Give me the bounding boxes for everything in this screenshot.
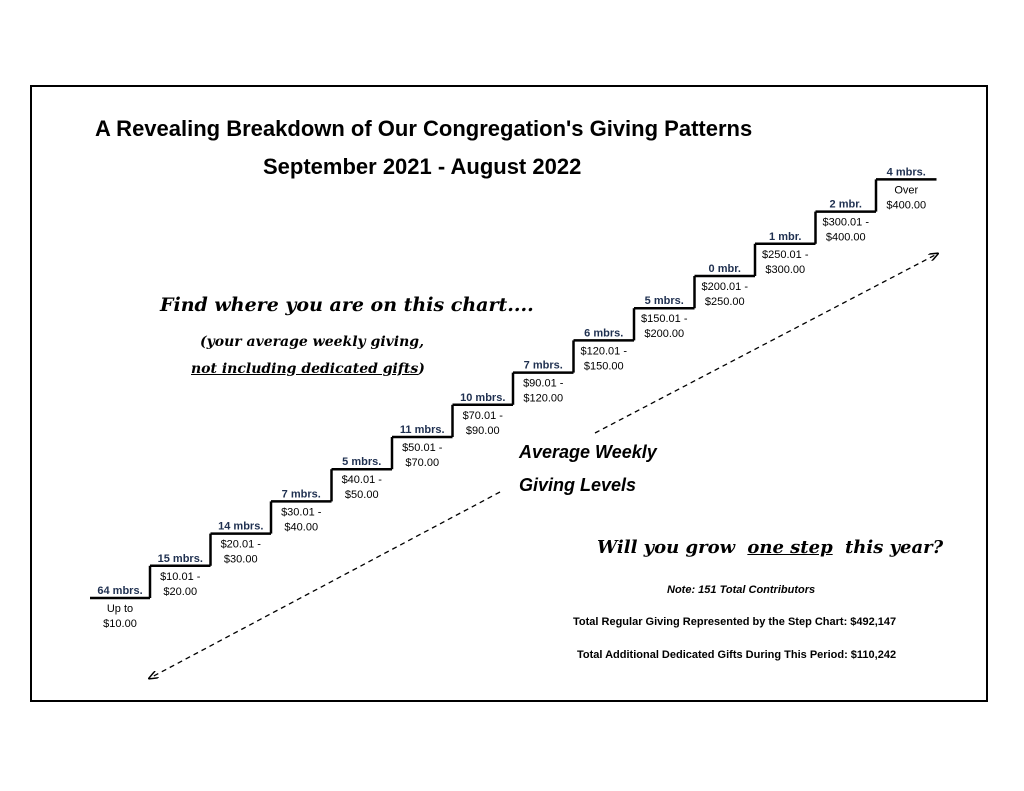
chart-title: A Revealing Breakdown of Our Congregation's Giving Patterns [95,116,753,141]
step-range-line1-13: $300.01 - [822,216,869,229]
steps-group [90,166,937,630]
step-range-line1-6: $50.01 - [402,442,443,454]
contributors-note: Note: 151 Total Contributors [667,584,816,596]
step-member-count-13: 2 mbr. [829,198,862,211]
step-range-line2-6: $70.00 [405,457,440,469]
step-range-line1-9: $120.01 - [580,345,627,358]
trend-arrow-upper [595,254,937,433]
step-member-count-8: 7 mbrs. [523,359,563,372]
step-range-line2-10: $200.00 [644,328,685,341]
step-range-line2-7: $90.00 [465,424,500,437]
paren-line-2: not including dedicated gifts [191,361,419,377]
step-range-line2-4: $40.00 [284,521,319,534]
step-range-line2-12: $300.00 [765,263,806,276]
step-member-count-2: 15 mbrs. [157,552,203,565]
step-range-line1-8: $90.01 - [523,377,564,390]
step-range-line2-9: $150.00 [583,360,624,373]
step-range-line2-3: $30.00 [223,553,258,566]
step-range-line1-10: $150.01 - [641,313,688,326]
step-range-line1-14: Over [894,184,919,197]
step-member-count-10: 5 mbrs. [644,295,684,308]
grow-text-post: this year? [844,537,944,558]
axis-label-line-1: Average Weekly [519,442,657,462]
grow-text-pre: Will you grow [597,537,736,558]
step-range-line1-5: $40.01 - [341,474,382,487]
step-range-line2-13: $400.00 [825,231,866,244]
step-member-count-5: 5 mbrs. [342,456,382,469]
step-range-line1-4: $30.01 - [281,506,322,519]
step-member-count-11: 0 mbr. [708,263,741,275]
step-range-line1-2: $10.01 - [160,570,201,583]
step-member-count-9: 6 mbrs. [584,327,624,340]
step-range-line2-2: $20.00 [163,585,198,598]
step-member-count-7: 10 mbrs. [460,391,506,404]
axis-label-line-2: Giving Levels [519,475,637,495]
step-range-line2-5: $50.00 [344,489,379,502]
step-member-count-12: 1 mbr. [769,230,802,243]
paren-line-1: (your average weekly giving, [200,334,424,350]
grow-text-emphasis: one step [747,537,833,558]
step-member-count-6: 11 mbrs. [399,424,445,436]
step-range-line1-12: $250.01 - [762,248,809,261]
step-member-count-3: 14 mbrs. [218,520,264,533]
find-callout: Find where you are on this chart.... [160,294,534,316]
step-range-line1-11: $200.01 - [701,281,748,293]
chart-subtitle: September 2021 - August 2022 [263,154,582,179]
dedicated-gifts-total: Total Additional Dedicated Gifts During This Period: $110,242 [577,649,897,661]
regular-giving-total: Total Regular Giving Represented by the Step Chart: $492,147 [573,616,897,628]
step-range-line1-1: Up to [106,603,134,615]
paren-close: ) [418,361,425,377]
step-member-count-14: 4 mbrs. [886,166,926,179]
step-range-line2-1: $10.00 [103,618,137,630]
step-range-line2-11: $250.00 [704,296,745,308]
trend-arrow-lower [150,492,500,678]
step-range-line2-8: $120.00 [523,392,564,405]
step-range-line1-7: $70.01 - [462,409,503,422]
step-range-line2-14: $400.00 [886,199,927,212]
step-member-count-1: 64 mbrs. [97,585,143,597]
step-range-line1-3: $20.01 - [220,538,261,551]
step-member-count-4: 7 mbrs. [281,488,321,501]
